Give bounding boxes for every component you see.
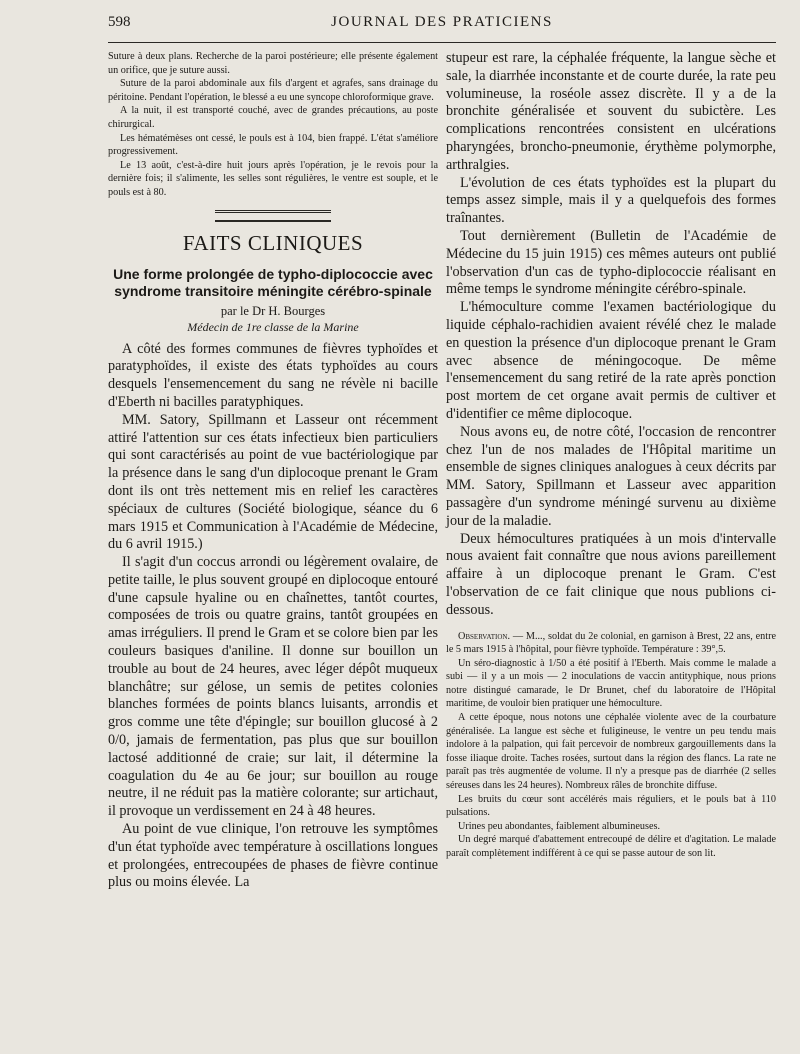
left-column — [108, 50, 438, 892]
body-paragraph: L'hémoculture comme l'examen bactériologique du liquide céphalo-rachidien avaient révélé chez le malade en question la présence d'un diplocoque prenant le Gram avec absence de méningocoque. De même l'ensemencement du sang retiré de la rate après ponction post mortem de cet organe avait permis de cultiver et d'identifier ce même diplocoque. — [446, 299, 776, 422]
right-column — [446, 50, 776, 861]
body-paragraph: L'évolution de ces états typhoïdes est la plupart du temps assez simple, mais il y a quelquefois des formes traînantes. — [446, 174, 776, 227]
body-paragraph: MM. Satory, Spillmann et Lasseur ont récemment attiré l'attention sur ces états infectieux bien particuliers qui sont caractérisés au point de vue bactériologique par la présence dans le sang d'un diplocoque prenant le Gram dont ils ont très nettement mis en relief les caractères spéciaux de cultures (Société biologique, séance du 6 mars 1915 et Communication à l'Académie de Médecine, du 6 avril 1915.) — [108, 411, 438, 553]
body-paragraph: stupeur est rare, la céphalée fréquente, la langue sèche et sale, la diarrhée inconstante et de courte durée, la rate peu volumineuse, la roséole assez discrète. Il y a de la bronchite généralisée et souvent du subictère. Les complications rencontrées consistent en ulcérations pharyngées, broncho-pneumonie, érythème polymorphe, arthralgies. — [446, 50, 776, 173]
observation-paragraph: Un degré marqué d'abattement entrecoupé de délire et d'agitation. Le malade paraît complètement indifférent à ce qui se passe autour de son lit. — [446, 834, 776, 859]
section-separator — [215, 210, 331, 222]
case-paragraph: Les hématémèses ont cessé, le pouls est à 104, bien frappé. L'état s'améliore progressivement. — [108, 132, 438, 158]
running-header — [108, 14, 776, 36]
body-paragraph: Nous avons eu, de notre côté, l'occasion de rencontrer chez l'un de nos malades de l'Hôpital maritime un ensemble de signes cliniques analogues à ceux décrits par MM. Satory, Spillmann et Lasseur avec apparition passagère d'un syndrome méningé survenu au dixième jour de la maladie. — [446, 423, 776, 529]
observation-header — [446, 630, 776, 657]
observation-label: Observation. — [458, 630, 510, 642]
header-rule — [108, 42, 776, 43]
observation-paragraph: Urines peu abondantes, faiblement albumineuses. — [458, 820, 660, 832]
body-paragraph: Deux hémocultures pratiquées à un mois d'intervalle nous avaient fait connaître que nous avions pareillement affaire à un diplocoque prenant le Gram. C'est l'observation de ce fait clinique que nous publions ci-dessous. — [446, 530, 776, 618]
section-heading: FAITS CLINIQUES — [182, 230, 364, 255]
observation-paragraph: Un séro-diagnostic à 1/50 a été positif à l'Eberth. Mais comme le malade a subi — il y a un mois — 2 inoculations de vaccin antityphique, nous prions notre distingué camarade, le Dr Brunet, chef du laboratoire de l'Hôpital maritime, de vouloir bien pratiquer une hémoculture. — [446, 657, 776, 710]
case-paragraph: Le 13 août, c'est-à-dire huit jours après l'opération, je le revois pour la dernière fois; il s'alimente, les selles sont régulières, le ventre est souple, et le pouls est à 80. — [108, 159, 438, 198]
body-paragraph: A côté des formes communes de fièvres typhoïdes et paratyphoïdes, il existe des états typhoïdes au cours desquels l'ensemencement du sang ne révèle ni bacille d'Eberth ni bacilles paratyphiques. — [108, 340, 438, 410]
journal-title: JOURNAL DES PRATICIENS — [331, 14, 553, 30]
observation-paragraph: Les bruits du cœur sont accélérés mais réguliers, et le pouls bat à 110 pulsations. — [446, 793, 776, 819]
author-affiliation: Médecin de 1re classe de la Marine — [187, 319, 359, 334]
case-paragraph: Suture à deux plans. Recherche de la paroi postérieure; elle présente également un orifice, que je suture aussi. — [108, 51, 438, 76]
case-paragraph: A la nuit, il est transporté couché, avec de grandes précautions, au poste chirurgical. — [108, 105, 438, 130]
body-paragraph: Il s'agit d'un coccus arrondi ou légèrement ovalaire, de petite taille, le plus souvent groupé en diplocoque entouré d'une capsule hyaline ou en chaînettes, tantôt courtes, composées de trois ou quatre grains, tantôt groupées en amas irréguliers. Il prend le Gram et se colore bien par les couleurs basiques d'aniline. Il donne sur bouillon un trouble au bout de 24 heures, avec léger dépôt muqueux blanchâtre; sur gélose, un semis de petites colonies blanches formées de points blancs luisants, arrondis et gros comme une tête d'épingle; sur bouillon glucosé à 2 0/0, jamais de fermentation, pas plus que sur bouillon lactosé additionné de craie; sur lait, il détermine la coagulation du 4e au 6e jour; sur bouillon au rouge neutre, il ne réduit pas la matière colorante; sur artichaut, il provoque un verdissement en 24 à 48 heures. — [108, 554, 438, 820]
observation-paragraph: A cette époque, nous notons une céphalée violente avec de la courbature généralisée. La langue est sèche et fuligineuse, le ventre un peu tendu mais indolore à la palpation, qui fait percevoir de nombreux gargouillements dans la fosse iliaque droite. Taches rosées, surtout dans la région des flancs. La rate ne paraît pas très augmentée de volume. Il n'y a presque pas de diarrhée (2 selles séreuses dans les 24 heures). Nombreux râles de bronchite diffuse. — [446, 712, 776, 792]
case-paragraph: Suture de la paroi abdominale aux fils d'argent et agrafes, sans drainage du péritoine. Pendant l'opération, le blessé a eu une syncope chloroformique grave. — [108, 78, 438, 103]
body-paragraph: Au point de vue clinique, l'on retrouve les symptômes d'un état typhoïde avec température à oscillations longues et prolongées, entrecoupées de phases de fièvre continue plus ou moins élevée. La — [108, 821, 438, 891]
article-title: Une forme prolongée de typho-diplococcie avec syndrome transitoire méningite cérébro-spinale — [113, 265, 433, 299]
article-byline: par le Dr H. Bourges — [220, 303, 326, 318]
page-number: 598 — [108, 14, 131, 30]
body-paragraph: Tout dernièrement (Bulletin de l'Académie de Médecine du 15 juin 1915) ces mêmes auteurs ont publié l'observation d'un cas de typho-diplococcie réalisant en même temps le syndrome méningite cérébro-spinale. — [446, 227, 776, 298]
observation-intro: — M..., soldat du 2e colonial, en garnison à Brest, 22 ans, entre le 5 mars 1915 à l'hôpital, pour fièvre typhoïde. Température : 39°,5. — [446, 630, 776, 656]
